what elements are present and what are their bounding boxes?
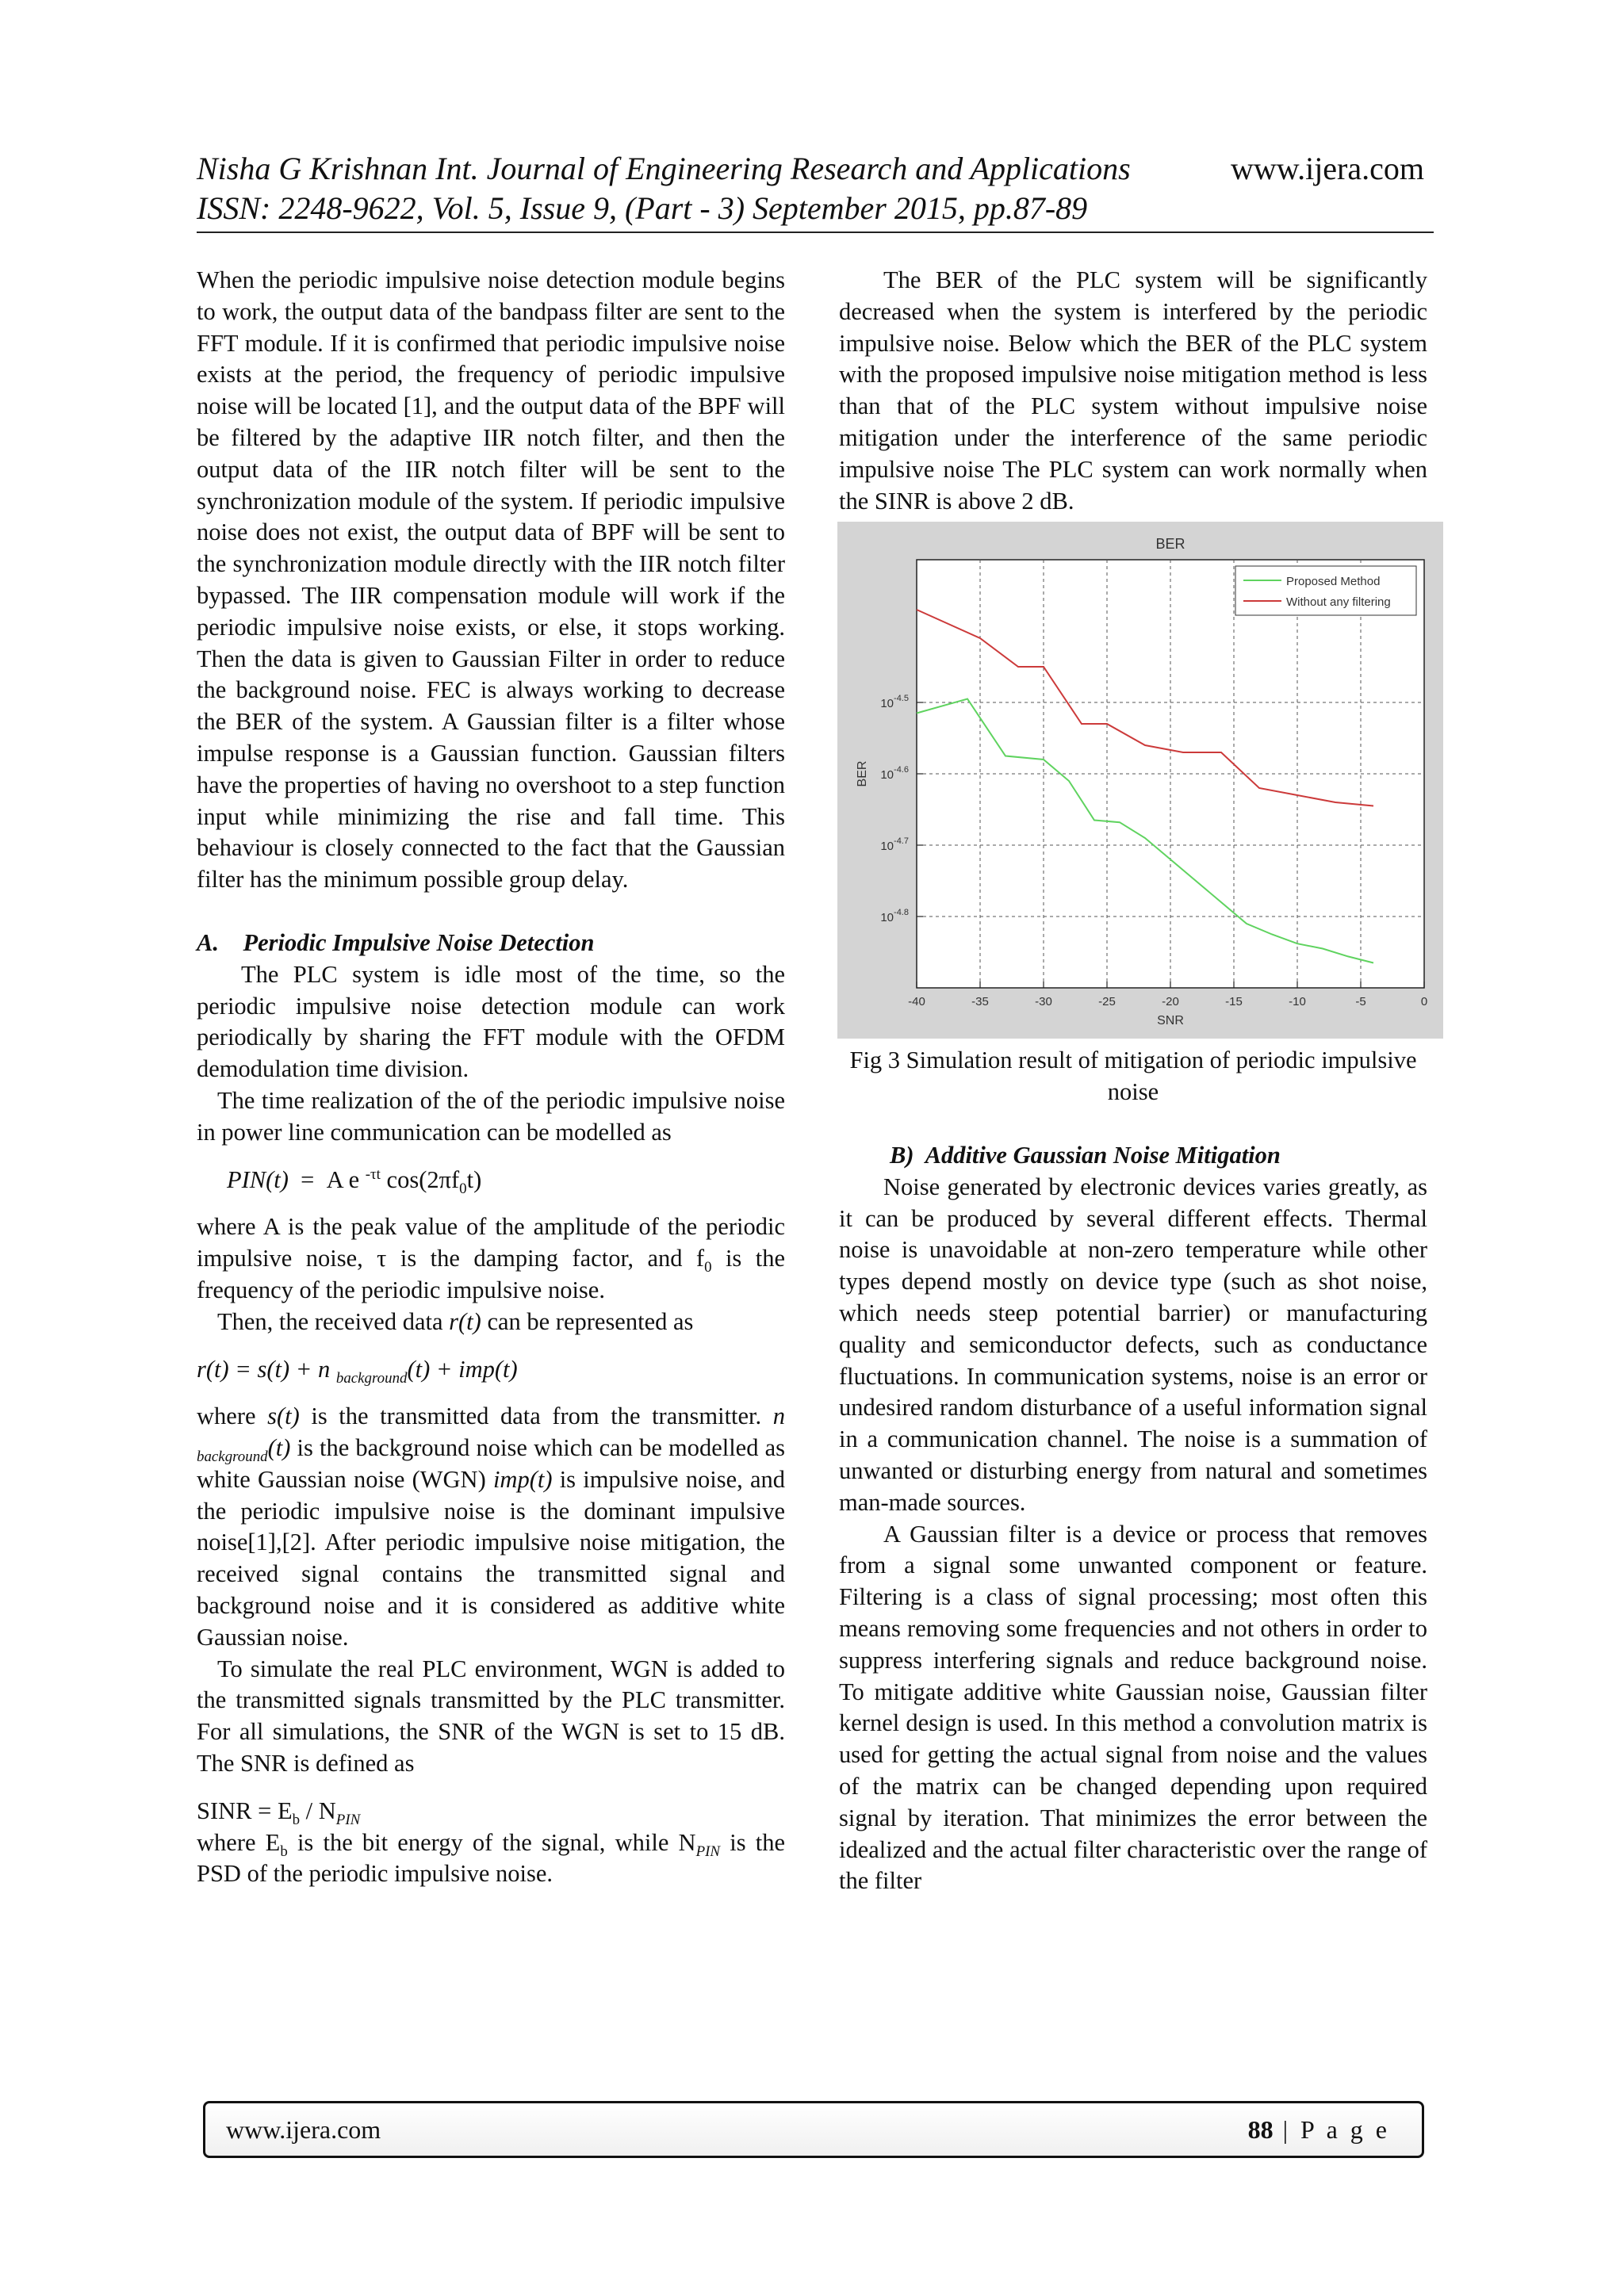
legend-label-proposed: Proposed Method [1286, 575, 1381, 589]
x-tick-label: 0 [1420, 995, 1428, 1009]
chart-xlabel: SNR [1157, 1014, 1184, 1028]
x-tick-label: -40 [908, 995, 925, 1009]
section-heading-b: B) Additive Gaussian Noise Mitigation [890, 1141, 1281, 1169]
paragraph-noise-generated: Noise generated by electronic devices varies greatly, as it can be produced by several different effects. Thermal noise is unavoidable at non-zero temperature while other types depend mostly on device type (such as shot noise, which needs steep potential barrier) or manufacturing quality and semiconductor defects, such as conductance fluctuations. In communication systems, noise is an error or undesired random disturbance of a useful information signal in a communication channel. The noise is a summation of unwanted or disturbing energy from natural and sometimes man-made sources. [839, 1173, 1427, 1516]
figure-caption: Fig 3 Simulation result of mitigation of periodic impulsive noise [849, 1047, 1417, 1106]
equation-pin: PIN(t) = A e $^{-\tau t}$ $\cos(2\pi f_0t)$ [227, 1165, 482, 1197]
chart-title: BER [1155, 536, 1185, 553]
paragraph-where-s: where s(t) is the transmitted data from the transmitter. n $_{background}$(t) is the background noise which can be modelled as white Gaussian noise (WGN) imp(t) is impulsive noise, and the periodic impulsive noise is the dominant impulsive noise[1],[2]. After periodic impulsive noise mitigation, the received signal contains the transmitted signal and background noise and it is considered as additive white Gaussian noise. [197, 1402, 785, 1651]
paragraph-simulate-plc: To simulate the real PLC environment, WGN is added to the transmitted signals transmitted by the PLC transmitter. For all simulations, the SNR of the WGN is set to 15 dB. The SNR is defined as [197, 1655, 785, 1777]
paragraph-received-data: Then, the received data r(t) can be represented as [217, 1307, 694, 1335]
journal-title: Nisha G Krishnan Int. Journal of Engineering Research and Applications [197, 151, 1131, 186]
chart-ylabel: BER [856, 760, 869, 787]
section-heading-a: A. Periodic Impulsive Noise Detection [197, 928, 595, 956]
ber-figure [837, 522, 1443, 1039]
paragraph-ber: The BER of the PLC system will be significantly decreased when the system is interfered by the periodic impulsive noise. Below which the BER of the PLC system with the proposed impulsive noise mitigation method is less than that of the PLC system without impulsive noise mitigation under the interference of the same periodic impulsive noise The PLC system can work normally when the SINR is above 2 dB. [839, 266, 1427, 515]
x-tick-label: -5 [1355, 995, 1366, 1009]
journal-url[interactable]: www.ijera.com [1231, 151, 1424, 186]
running-header [197, 149, 1424, 228]
ber-chart [837, 522, 1443, 1039]
x-tick-label: -25 [1098, 995, 1116, 1009]
x-tick-label: -10 [1289, 995, 1306, 1009]
equation-sinr: SINR = $E_b / N_{PIN}$ [197, 1797, 361, 1828]
issn-line: ISSN: 2248-9622, Vol. 5, Issue 9, (Part - 3) September 2015, pp.87-89 [197, 190, 1088, 226]
equation-received-signal: r(t) = s(t) + n $_{background}$(t) + imp(t) [197, 1355, 518, 1387]
page-footer [203, 2101, 1424, 2158]
x-tick-label: -20 [1162, 995, 1179, 1009]
y-tick-label: $10^{-4.6}$ [880, 765, 909, 783]
y-tick-label: $10^{-4.8}$ [880, 908, 909, 925]
header-divider [197, 232, 1434, 233]
paragraph-where-eb: where $E_b$ is the bit energy of the signal, while $N_{PIN}$ is the PSD of the periodic impulsive noise. [197, 1828, 786, 1888]
chart-legend [1235, 566, 1416, 615]
paragraph-detection-module: When the periodic impulsive noise detection module begins to work, the output data of the bandpass filter are sent to the FFT module. If it is confirmed that periodic impulsive noise exists at the period, the frequency of periodic impulsive noise will be located [1], and the output data of the BPF will be filtered by the adaptive IIR notch filter, and then the output data of the IIR notch filter will be sent to the synchronization module of the system. If periodic impulsive noise does not exist, the output data of BPF will be sent to the synchronization module directly with the IIR notch filter bypassed. The IIR compensation module will work if the periodic impulsive noise exists, or else, it stops working. Then the data is given to Gaussian Filter in order to reduce the background noise. FEC is always working to decrease the BER of the system. A Gaussian filter is a filter whose impulse response is a Gaussian function. Gaussian filters have the properties of having no overshoot to a step function input while minimizing the rise and fall time. This behaviour is closely connected to the fact that the Gaussian filter has the minimum possible group delay. [197, 266, 785, 894]
paragraph-where-a: where A is the peak value of the amplitude of the periodic impulsive noise, τ is the damping factor, and $f_0$ is the frequency of the periodic impulsive noise. [197, 1213, 785, 1303]
paragraph-gaussian-filter: A Gaussian filter is a device or process that removes from a signal some unwanted component or feature. Filtering is a class of signal processing; most often this means removing some frequencies and not others in order to suppress interfering signals and reduce background noise. To mitigate additive white Gaussian noise, Gaussian filter kernel design is used. In this method a convolution matrix is used for getting the actual signal from noise and the values of the matrix can be changed depending upon required signal by iteration. That minimizes the error between the idealized and the actual filter characteristic over the range of the filter [839, 1520, 1427, 1895]
legend-label-without: Without any filtering [1286, 595, 1391, 610]
left-column [197, 265, 785, 1890]
x-tick-label: -35 [971, 995, 989, 1009]
paragraph-time-realization: The time realization of the of the periodic impulsive noise in power line communication can be modelled as [197, 1086, 785, 1146]
y-tick-label: $10^{-4.7}$ [880, 836, 909, 854]
paragraph-plc-idle: The PLC system is idle most of the time, so the periodic impulsive noise detection module can work periodically by sharing the FFT module with the OFDM demodulation time division. [197, 960, 785, 1083]
x-tick-label: -30 [1035, 995, 1052, 1009]
x-tick-label: -15 [1225, 995, 1243, 1009]
page-number: 88 | P a g e [1247, 2114, 1390, 2144]
right-column [839, 265, 1427, 1897]
y-tick-label: $10^{-4.5}$ [880, 694, 909, 711]
footer-url[interactable]: www.ijera.com [226, 2114, 381, 2144]
